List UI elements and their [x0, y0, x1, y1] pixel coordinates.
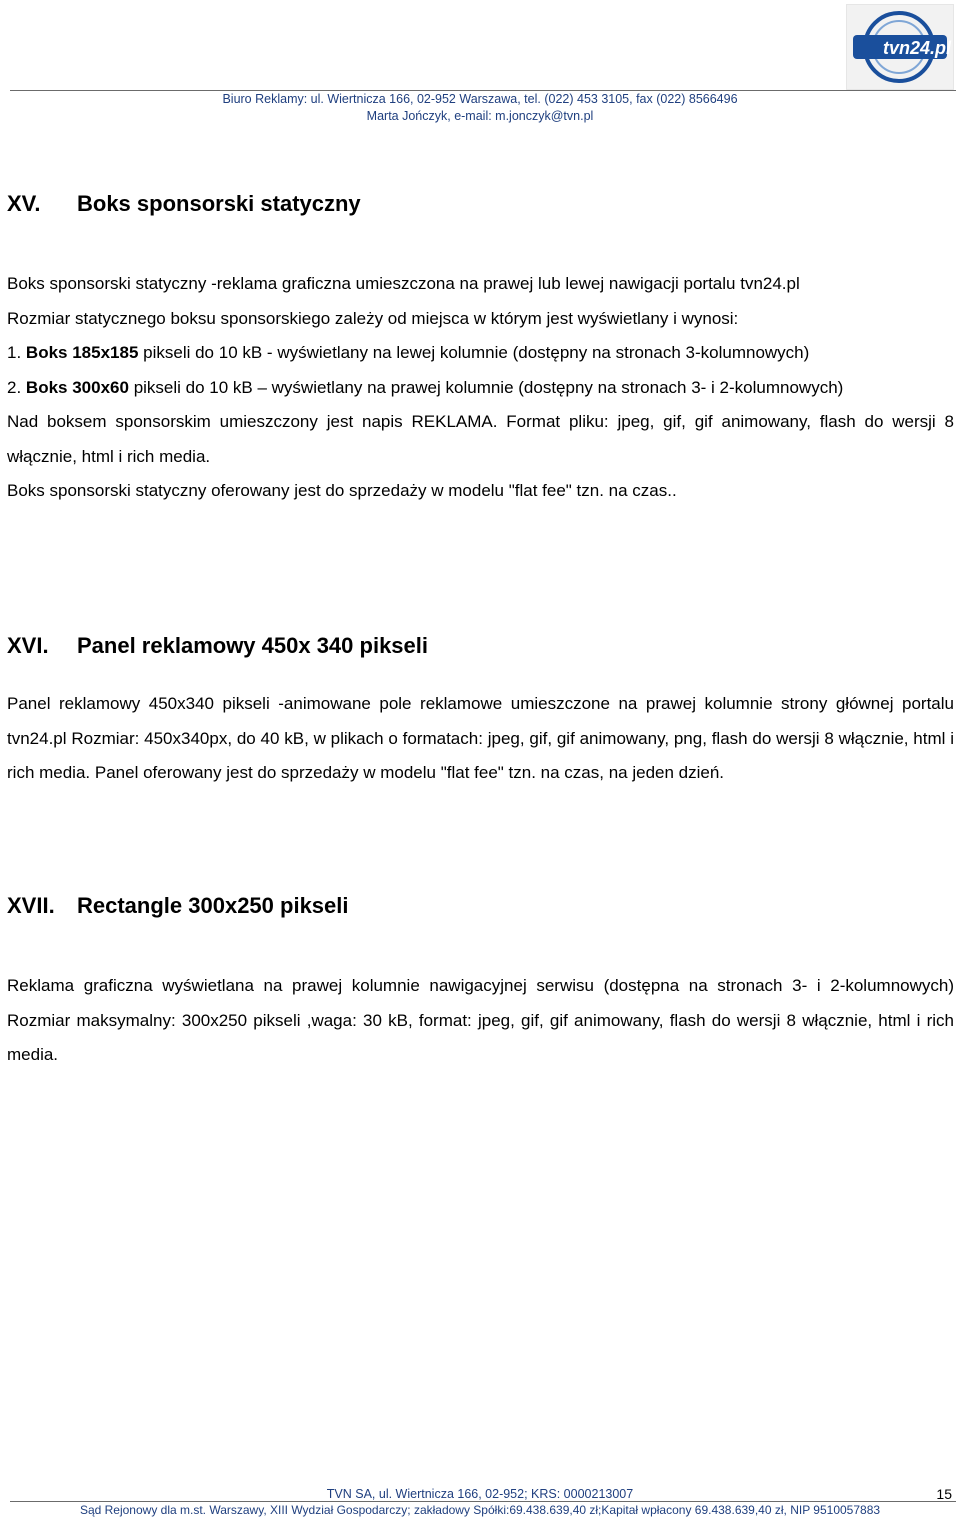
list-item-number: 1. — [7, 343, 22, 362]
section-number: XV. — [7, 191, 41, 216]
section-xvi — [7, 632, 954, 791]
list-item-1 — [7, 336, 954, 371]
footer-line-1: TVN SA, ul. Wiertnicza 166, 02-952; KRS: 0000213007 — [326, 1487, 634, 1501]
header-line-1: Biuro Reklamy: ul. Wiertnicza 166, 02-952 Warszawa, tel. (022) 453 3105, fax (022) 8566496 — [222, 92, 738, 106]
section-heading — [7, 190, 954, 218]
paragraph: Boks sponsorski statyczny oferowany jest do sprzedaży w modelu "flat fee" tzn. na czas.. — [7, 481, 677, 500]
section-number: XVII. — [7, 893, 55, 918]
list-item-text: pikseli do 10 kB - wyświetlany na lewej kolumnie (dostępny na stronach 3-kolumnowych) — [143, 343, 810, 362]
section-title: Panel reklamowy 450x 340 pikseli — [77, 633, 429, 658]
section-heading — [7, 632, 954, 660]
list-item-text: pikseli do 10 kB – wyświetlany na prawej kolumnie (dostępny na stronach 3- i 2-kolumnowych) — [133, 377, 844, 397]
section-heading — [7, 892, 954, 920]
list-item-bold: Boks 185x185 — [25, 343, 139, 362]
section-title: Boks sponsorski statyczny — [77, 191, 361, 216]
logo-text: tvn24.pl — [883, 38, 952, 58]
paragraph: Rozmiar statycznego boksu sponsorskiego zależy od miejsca w którym jest wyświetlany i wynosi: — [7, 308, 739, 328]
paragraph: Panel reklamowy 450x340 pikseli -animowane pole reklamowe umieszczone na prawej kolumnie strony głównej portalu tvn24.pl Rozmiar: 450x340px, do 40 kB, w plikach o formatach: jpeg, gif, gif animowany, png, flash do wersji 8 włącznie, html i rich media. Panel oferowany jest do sprzedaży w modelu "flat fee" tzn. na czas, na jeden dzień. — [7, 694, 954, 782]
section-xvii — [7, 892, 954, 1073]
paragraph: Reklama graficzna wyświetlana na prawej kolumnie nawigacyjnej serwisu (dostępna na stronach 3- i 2-kolumnowych) Rozmiar maksymalny: 300x250 pikseli ,waga: 30 kB, format: jpeg, gif, gif animowany, flash do wersji 8 włącznie, html i rich media. — [7, 976, 954, 1064]
paragraph: Boks sponsorski statyczny -reklama graficzna umieszczona na prawej lub lewej nawigacji portalu tvn24.pl — [7, 274, 800, 293]
footer-line-2: Sąd Rejonowy dla m.st. Warszawy, XIII Wydział Gospodarczy; zakładowy Spółki:69.438.639,40 zł;Kapitał wpłacony 69.438.639,40 zł, NIP 9510057883 — [79, 1503, 881, 1517]
section-xv — [7, 190, 954, 509]
section-title: Rectangle 300x250 pikseli — [77, 893, 349, 918]
paragraph: Nad boksem sponsorskim umieszczony jest napis REKLAMA. Format pliku: jpeg, gif, gif animowany, flash do wersji 8 włącznie, html i rich media. — [7, 412, 954, 466]
header-line-2: Marta Jończyk, e-mail: m.jonczyk@tvn.pl — [366, 109, 594, 123]
list-item-number: 2. — [7, 377, 22, 397]
page-number: 15 — [936, 1486, 952, 1502]
header-contact — [0, 91, 960, 125]
list-item-bold: Boks 300x60 — [25, 377, 129, 397]
list-item-2 — [7, 371, 954, 406]
section-number: XVI. — [7, 633, 49, 658]
tvn24-logo — [846, 4, 954, 90]
